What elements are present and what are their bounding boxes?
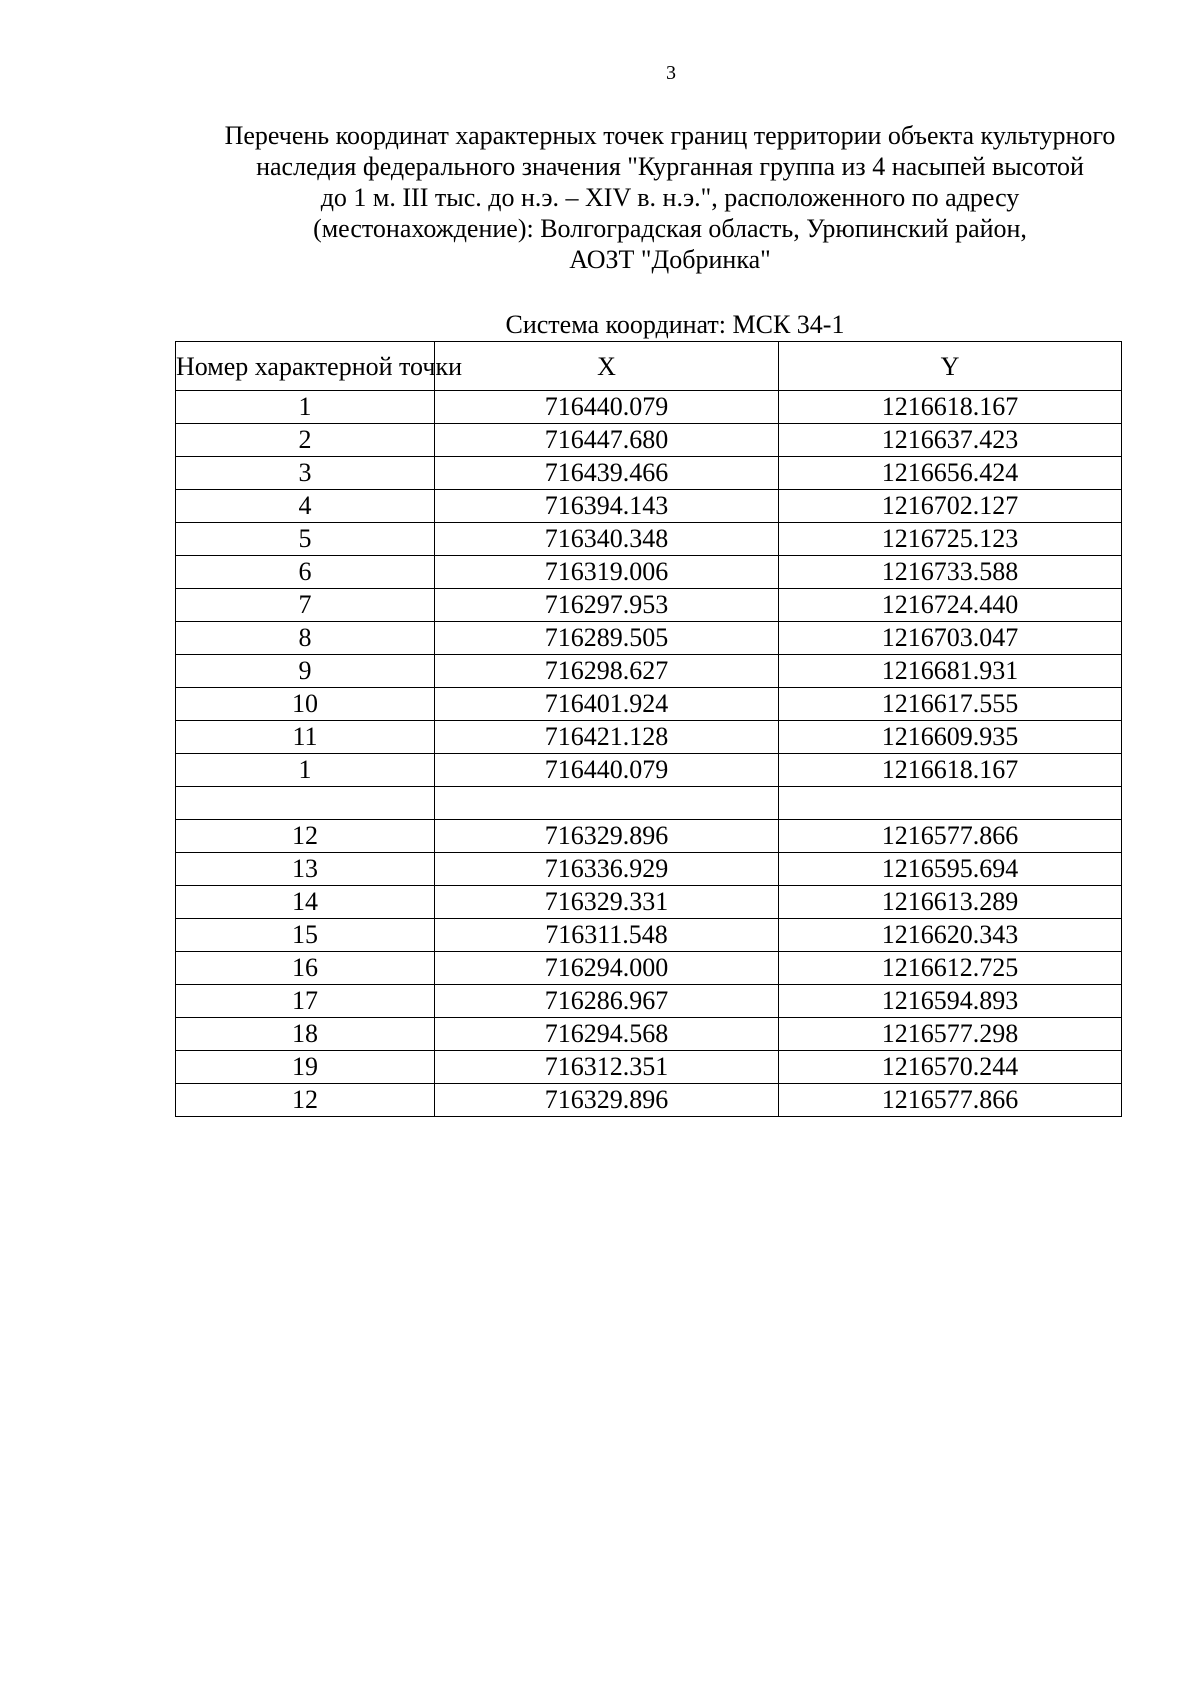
- coordinate-system-caption: Система координат: МСК 34-1: [505, 310, 845, 339]
- table-row: [176, 721, 1122, 754]
- table-row: [176, 985, 1122, 1018]
- cell-point-number: 18: [176, 1018, 435, 1051]
- cell-x: 716286.967: [435, 985, 779, 1018]
- cell-point-number: 8: [176, 622, 435, 655]
- cell-x: 716421.128: [435, 721, 779, 754]
- table-row: [176, 886, 1122, 919]
- cell-point-number: 13: [176, 853, 435, 886]
- cell-x: 716319.006: [435, 556, 779, 589]
- column-header-y: Y: [779, 342, 1122, 391]
- table-row: [176, 622, 1122, 655]
- cell-x: 716294.000: [435, 952, 779, 985]
- table-row: [176, 556, 1122, 589]
- cell-x: 716311.548: [435, 919, 779, 952]
- cell-y: [779, 787, 1122, 820]
- table-row: [176, 655, 1122, 688]
- cell-y: 1216577.866: [779, 1084, 1122, 1117]
- cell-point-number: 16: [176, 952, 435, 985]
- cell-point-number: 19: [176, 1051, 435, 1084]
- cell-y: 1216577.866: [779, 820, 1122, 853]
- column-header-x: X: [435, 342, 779, 391]
- cell-point-number: 6: [176, 556, 435, 589]
- cell-point-number: 4: [176, 490, 435, 523]
- cell-point-number: 10: [176, 688, 435, 721]
- cell-point-number: 9: [176, 655, 435, 688]
- cell-x: 716289.505: [435, 622, 779, 655]
- cell-point-number: 11: [176, 721, 435, 754]
- title-line: АОЗТ "Добринка": [569, 245, 771, 274]
- cell-x: 716340.348: [435, 523, 779, 556]
- cell-point-number: 1: [176, 754, 435, 787]
- cell-y: 1216595.694: [779, 853, 1122, 886]
- cell-point-number: 2: [176, 424, 435, 457]
- cell-point-number: 1: [176, 391, 435, 424]
- cell-y: 1216725.123: [779, 523, 1122, 556]
- cell-point-number: 5: [176, 523, 435, 556]
- cell-x: 716298.627: [435, 655, 779, 688]
- table-body: [176, 391, 1122, 1117]
- cell-point-number: 12: [176, 1084, 435, 1117]
- title-line: Перечень координат характерных точек границ территории объекта культурного: [224, 121, 1116, 150]
- document-title: [170, 120, 1170, 275]
- cell-y: 1216703.047: [779, 622, 1122, 655]
- column-header-point-number: Номер характерной точки: [176, 342, 435, 391]
- cell-point-number: 17: [176, 985, 435, 1018]
- cell-y: 1216702.127: [779, 490, 1122, 523]
- cell-point-number: 12: [176, 820, 435, 853]
- title-line: до 1 м. III тыс. до н.э. – XIV в. н.э.", расположенного по адресу: [320, 183, 1020, 212]
- cell-y: 1216612.725: [779, 952, 1122, 985]
- table-row: [176, 820, 1122, 853]
- cell-y: 1216613.289: [779, 886, 1122, 919]
- cell-y: 1216620.343: [779, 919, 1122, 952]
- cell-x: 716297.953: [435, 589, 779, 622]
- cell-point-number: 7: [176, 589, 435, 622]
- table-row: [176, 589, 1122, 622]
- table-row: [176, 490, 1122, 523]
- cell-y: 1216577.298: [779, 1018, 1122, 1051]
- cell-x: 716447.680: [435, 424, 779, 457]
- table-row: [176, 457, 1122, 490]
- table-header-row: [176, 342, 1122, 391]
- cell-x: 716401.924: [435, 688, 779, 721]
- table-row: [176, 1051, 1122, 1084]
- cell-x: 716294.568: [435, 1018, 779, 1051]
- table-row: [176, 754, 1122, 787]
- cell-point-number: 3: [176, 457, 435, 490]
- cell-x: [435, 787, 779, 820]
- cell-x: 716336.929: [435, 853, 779, 886]
- cell-point-number: 15: [176, 919, 435, 952]
- table-row: [176, 787, 1122, 820]
- title-line: наследия федерального значения "Курганная группа из 4 насыпей высотой: [256, 152, 1084, 181]
- cell-point-number: [176, 787, 435, 820]
- table-row: [176, 1084, 1122, 1117]
- cell-x: 716439.466: [435, 457, 779, 490]
- cell-y: 1216681.931: [779, 655, 1122, 688]
- table-row: [176, 853, 1122, 886]
- cell-x: 716394.143: [435, 490, 779, 523]
- table-row: [176, 523, 1122, 556]
- cell-x: 716329.331: [435, 886, 779, 919]
- table-row: [176, 424, 1122, 457]
- cell-x: 716329.896: [435, 1084, 779, 1117]
- table-row: [176, 1018, 1122, 1051]
- cell-x: 716329.896: [435, 820, 779, 853]
- cell-y: 1216594.893: [779, 985, 1122, 1018]
- cell-y: 1216724.440: [779, 589, 1122, 622]
- page-number: 3: [666, 62, 676, 84]
- table-row: [176, 952, 1122, 985]
- title-line: (местонахождение): Волгоградская область, Урюпинский район,: [313, 214, 1027, 243]
- cell-y: 1216656.424: [779, 457, 1122, 490]
- table-row: [176, 688, 1122, 721]
- cell-x: 716440.079: [435, 391, 779, 424]
- table-row: [176, 919, 1122, 952]
- cell-point-number: 14: [176, 886, 435, 919]
- table-row: [176, 391, 1122, 424]
- cell-x: 716440.079: [435, 754, 779, 787]
- cell-y: 1216637.423: [779, 424, 1122, 457]
- cell-y: 1216618.167: [779, 754, 1122, 787]
- cell-y: 1216570.244: [779, 1051, 1122, 1084]
- coordinates-table: [175, 341, 1122, 1117]
- cell-y: 1216617.555: [779, 688, 1122, 721]
- cell-y: 1216733.588: [779, 556, 1122, 589]
- cell-y: 1216609.935: [779, 721, 1122, 754]
- cell-x: 716312.351: [435, 1051, 779, 1084]
- cell-y: 1216618.167: [779, 391, 1122, 424]
